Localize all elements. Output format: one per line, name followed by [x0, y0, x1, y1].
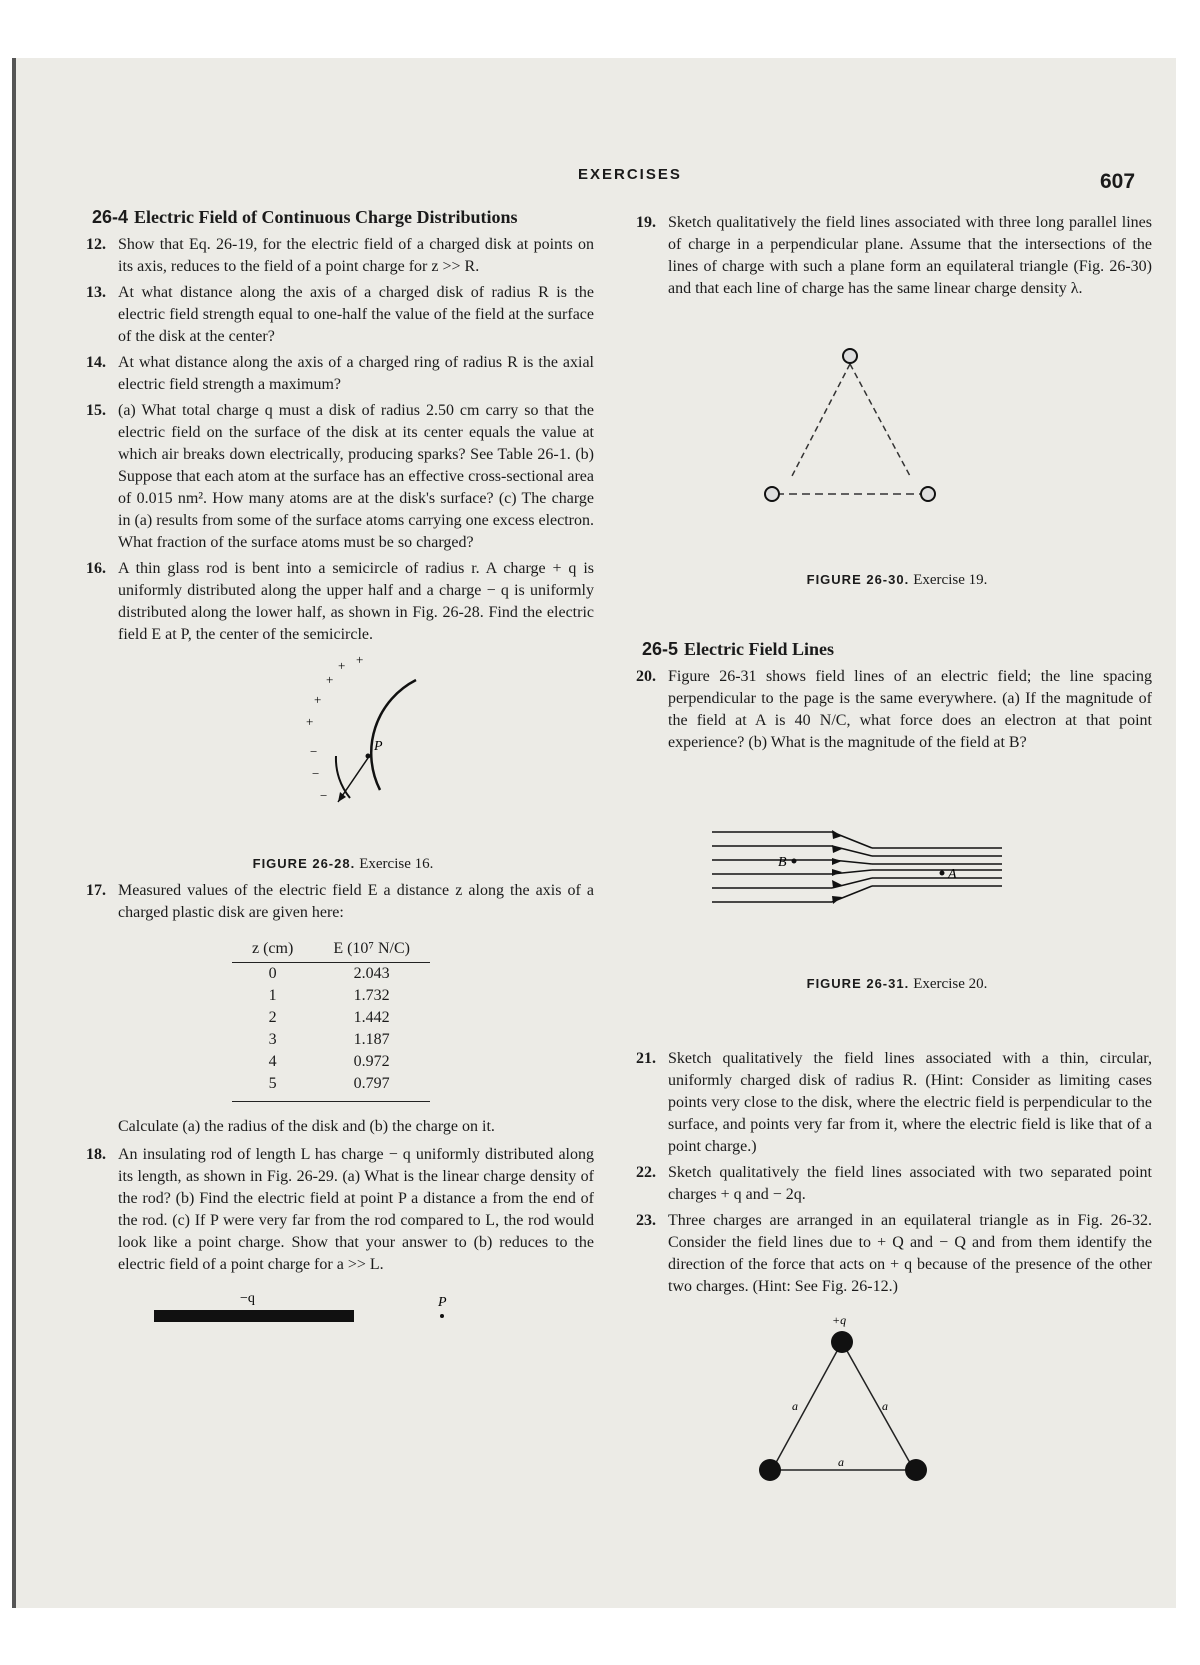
- svg-text:a: a: [838, 1455, 844, 1469]
- problem-item: [86, 234, 594, 278]
- line-charge-top: [843, 349, 857, 363]
- problem-text: At what distance along the axis of a charged ring of radius R is the axial electric field strength a maximum?: [118, 354, 594, 393]
- cell-z: 4: [268, 1053, 277, 1070]
- svg-text:+: +: [356, 652, 364, 667]
- problem-number: 12.: [86, 236, 106, 253]
- problem-19: 19. Sketch qualitatively the field lines associated with three long parallel lines of charge in a perpendicular plane. Assume that the intersections of the lines of charge with such a plane form an equilateral triangle (Fig. 26-30) and that each line of charge has the same linear charge density λ.: [636, 214, 1152, 297]
- problem-18: 18. An insulating rod of length L has charge − q uniformly distributed along its length, as shown in Fig. 26-29. (a) What is the linear charge density of the rod? (b) Find the electric field at point P a distance a from the end of the rod. (c) If P were very far from the rod compared to L, the rod would look like a point charge. Show that your answer to (b) reduces to the electric field of a point charge for a >> L.: [86, 1146, 594, 1273]
- running-header: EXERCISES: [578, 166, 682, 183]
- svg-text:+: +: [326, 672, 334, 687]
- section-heading-26-5: 26-5 Electric Field Lines: [642, 639, 834, 659]
- semicircle-rod: [371, 680, 416, 790]
- problem-text: A thin glass rod is bent into a semicircle of radius r. A charge + q is uniformly distributed along the upper half and a charge − q is uniformly distributed along the lower half, as shown in Fig. 26-28. Find the electric field E at P, the center of the semicircle.: [118, 560, 594, 643]
- problem-item: [86, 282, 594, 348]
- charged-rod: [154, 1310, 354, 1322]
- table-row: [232, 1073, 430, 1102]
- line-charge-left: [765, 487, 779, 501]
- problem-number: 16.: [86, 560, 106, 577]
- svg-text:a: a: [792, 1399, 798, 1413]
- rod-diagram: [92, 1280, 594, 1340]
- problem-text: Show that Eq. 26-19, for the electric field of a charged disk at points on its axis, reduces to the field of a point charge for z >> R.: [118, 236, 594, 275]
- triangle-lines-diagram: [642, 304, 1152, 562]
- svg-text:+: +: [338, 658, 346, 673]
- problem-text: (a) What total charge q must a disk of radius 2.50 cm carry so that the electric field on the surface of the disk at its center equals the value at which air breaks down electrically, producing sparks? See Table 26-1. (b) Suppose that each atom at the surface has an effective cross-sectional area of 0.015 nm². How many atoms are at the disk's surface? (c) The charge in (a) results from some of the surface atoms carrying one excess electron. What fraction of the surface atoms must be so charged?: [118, 402, 594, 551]
- problem-item: [86, 400, 594, 554]
- col-header-e: E (10⁷ N/C): [313, 936, 430, 963]
- right-column: [636, 212, 1152, 1499]
- cell-z: 2: [268, 1009, 277, 1026]
- cell-field: 0.972: [353, 1053, 390, 1070]
- figure-26-30: [642, 304, 1152, 594]
- cell-z: 3: [268, 1031, 277, 1048]
- problem-17-question: Calculate (a) the radius of the disk and (b) the charge on it.: [118, 1118, 495, 1135]
- three-charges-diagram: [642, 1302, 1152, 1492]
- figure-26-28: [92, 650, 594, 872]
- col-header-z: z (cm): [232, 936, 313, 963]
- cell-z: 5: [232, 1073, 313, 1102]
- cell-field: 1.442: [353, 1009, 390, 1026]
- svg-text:a: a: [882, 1399, 888, 1413]
- charge-right: [905, 1459, 927, 1481]
- svg-text:−: −: [312, 766, 320, 781]
- problem-number: 23.: [636, 1212, 656, 1229]
- problem-number: 21.: [636, 1050, 656, 1067]
- cell-z: 0: [268, 965, 277, 982]
- figure-26-31: [642, 766, 1152, 1006]
- problem-text: Sketch qualitatively the field lines associated with a thin, circular, uniformly charged disk of radius R. (Hint: Consider as limiting cases points very close to the disk, where the electric field is perpendicular to the surface, and points very far from it, where the electric field is like that of a point charge.): [668, 1050, 1152, 1155]
- field-data-table: [232, 936, 430, 1102]
- problem-number: 13.: [86, 284, 106, 301]
- problem-list: [86, 234, 594, 646]
- svg-text:−q: −q: [240, 1291, 255, 1306]
- svg-text:+q: +q: [832, 1313, 847, 1327]
- point-b-label: B: [778, 855, 787, 870]
- problem-item: [86, 558, 594, 646]
- problem-number: 15.: [86, 402, 106, 419]
- figure-26-28-caption: FIGURE 26-28. Exercise 16.: [252, 856, 434, 872]
- problem-number: 14.: [86, 354, 106, 371]
- table-row: [232, 985, 430, 1007]
- cell-z: 1: [268, 987, 277, 1004]
- problem-text: Three charges are arranged in an equilateral triangle as in Fig. 26-32. Consider the field lines due to + Q and − Q and from them identify the direction of the force that acts on + q because of the presence of the other two charges. (Hint: See Fig. 26-12.): [668, 1212, 1152, 1295]
- problem-text: Sketch qualitatively the field lines associated with two separated point charges + q and − 2q.: [668, 1164, 1152, 1203]
- section-heading-26-4: 26-4 Electric Field of Continuous Charge Distributions: [92, 207, 518, 227]
- svg-text:+: +: [314, 692, 322, 707]
- page-number: 607: [1100, 170, 1136, 193]
- problem-list-2: [636, 1048, 1152, 1298]
- table-row: [232, 1051, 430, 1073]
- cell-field: 1.732: [353, 987, 390, 1004]
- problem-number: 22.: [636, 1164, 656, 1181]
- figure-26-30-caption: FIGURE 26-30. Exercise 19.: [806, 572, 988, 588]
- table-row: [232, 1007, 430, 1029]
- left-column: [86, 206, 594, 1347]
- svg-text:P: P: [438, 1295, 447, 1310]
- point-p-label: P: [374, 739, 383, 754]
- charge-left: [759, 1459, 781, 1481]
- line-charge-right: [921, 487, 935, 501]
- figure-26-31-caption: FIGURE 26-31. Exercise 20.: [806, 976, 988, 992]
- problem-text: At what distance along the axis of a charged disk of radius R is the electric field strength equal to one-half the value of the field at the surface of the disk at the center?: [118, 284, 594, 345]
- cell-field: 2.043: [353, 965, 390, 982]
- field-lines-diagram: [642, 766, 1152, 966]
- problem-item: [86, 352, 594, 396]
- table-row: [232, 1029, 430, 1051]
- table-row: [232, 963, 430, 986]
- problem-item: [636, 1210, 1152, 1298]
- cell-field: 0.797: [313, 1073, 430, 1102]
- problem-17: 17. Measured values of the electric field E a distance z along the axis of a charged plastic disk are given here:: [86, 882, 594, 921]
- problem-item: [636, 1162, 1152, 1206]
- svg-text:+: +: [306, 714, 314, 729]
- semicircle-diagram: [92, 650, 594, 846]
- point-a-label: A: [948, 867, 957, 882]
- problem-item: [636, 1048, 1152, 1158]
- problem-20: 20. Figure 26-31 shows field lines of an electric field; the line spacing perpendicular to the page is the same everywhere. (a) If the magnitude of the field at A is 40 N/C, what force does an electron at that point experience? (b) What is the magnitude of the field at B?: [636, 668, 1152, 751]
- svg-text:−: −: [320, 788, 328, 803]
- svg-text:−: −: [310, 744, 318, 759]
- cell-field: 1.187: [353, 1031, 390, 1048]
- charge-top: [831, 1331, 853, 1353]
